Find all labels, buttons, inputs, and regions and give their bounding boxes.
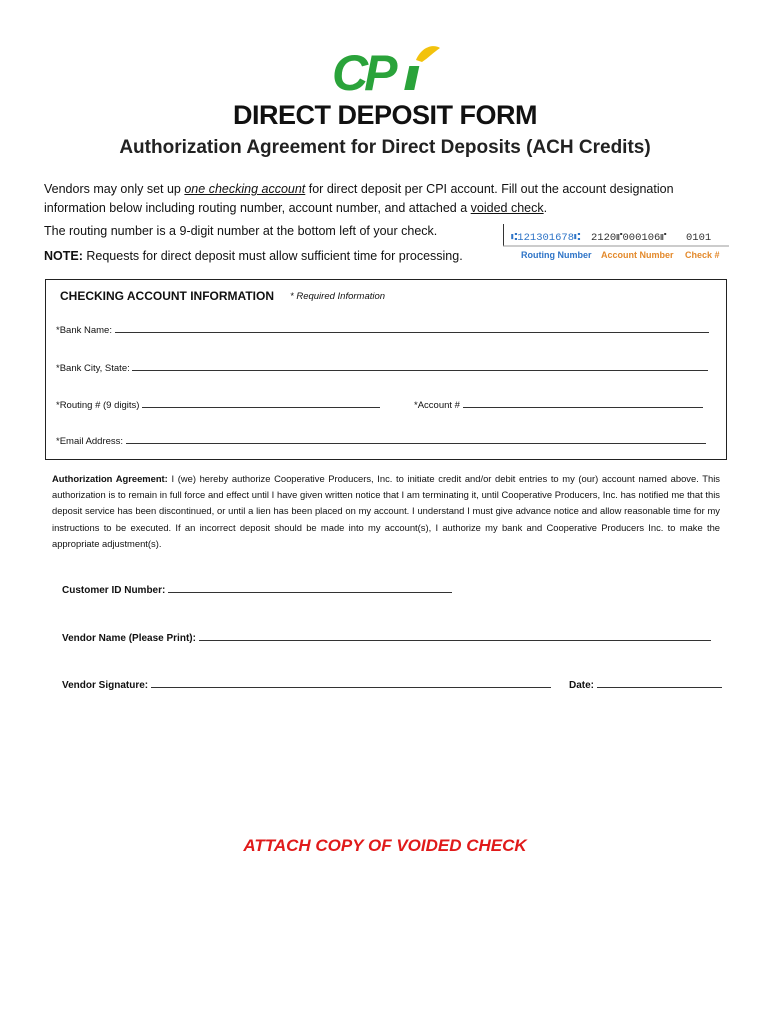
- checking-account-box: [45, 279, 727, 460]
- page-title: DIRECT DEPOSIT FORM: [232, 100, 537, 130]
- vendor-signature-input[interactable]: [151, 678, 551, 688]
- bank-name-field[interactable]: *Bank Name:: [56, 323, 709, 336]
- email-input[interactable]: [126, 434, 706, 444]
- svg-text:CP: CP: [332, 45, 394, 96]
- bank-city-field[interactable]: *Bank City, State:: [56, 361, 708, 374]
- vendor-name-input[interactable]: [199, 631, 711, 641]
- email-field[interactable]: *Email Address:: [56, 434, 706, 447]
- vendor-name-field[interactable]: Vendor Name (Please Print):: [62, 631, 711, 644]
- bank-city-input[interactable]: [132, 361, 708, 371]
- attach-voided-check-note: ATTACH COPY OF VOIDED CHECK: [243, 836, 527, 855]
- micr-routing: ⑆121301678⑆: [511, 232, 581, 244]
- checking-title: CHECKING ACCOUNT INFORMATION: [60, 289, 274, 303]
- processing-note: NOTE: Requests for direct deposit must allow sufficient time for processing.: [44, 249, 463, 263]
- customer-id-field[interactable]: Customer ID Number:: [62, 583, 452, 596]
- routing-explanation: The routing number is a 9-digit number at the bottom left of your check.: [44, 224, 438, 238]
- cpi-logo: [330, 44, 442, 96]
- micr-account: 2120⑈000106⑈: [591, 232, 667, 244]
- account-number-field[interactable]: *Account #: [414, 398, 703, 411]
- vendor-signature-field[interactable]: Vendor Signature:: [62, 678, 551, 691]
- routing-number-label: Routing Number: [521, 250, 592, 260]
- required-note: * Required Information: [290, 291, 386, 302]
- micr-check: 0101: [686, 232, 712, 244]
- account-number-label: Account Number: [601, 250, 674, 260]
- date-input[interactable]: [597, 678, 722, 688]
- customer-id-input[interactable]: [168, 583, 452, 593]
- routing-number-field[interactable]: *Routing # (9 digits): [56, 398, 380, 411]
- authorization-agreement: Authorization Agreement: I (we) hereby authorize Cooperative Producers, Inc. to initiate credit and/or debit entries to my (our) account named above. This authorization is to remain in full force and effect until I have given written notice that I am terminating it, until Cooperative Producers, Inc. has notified me that this deposit service has been discontinued, or until a lien has been placed on my account. I understand I must give advance notice and allow reasonable time for my instructions to be executed. If an incorrect deposit should be made into my account(s), I authorize my bank and Cooperative Producers Inc. to make the appropriate adjustment(s).: [52, 473, 720, 549]
- intro-paragraph: Vendors may only set up one checking account for direct deposit per CPI account. Fill out the account designation information below including routing number, account number, and attached a voided check.: [44, 182, 674, 215]
- date-field[interactable]: Date:: [569, 678, 722, 691]
- account-number-input[interactable]: [463, 398, 703, 408]
- check-number-label: Check #: [685, 250, 720, 260]
- routing-number-input[interactable]: [142, 398, 380, 408]
- page-subtitle: Authorization Agreement for Direct Deposits (ACH Credits): [119, 137, 651, 158]
- bank-name-input[interactable]: [115, 323, 709, 333]
